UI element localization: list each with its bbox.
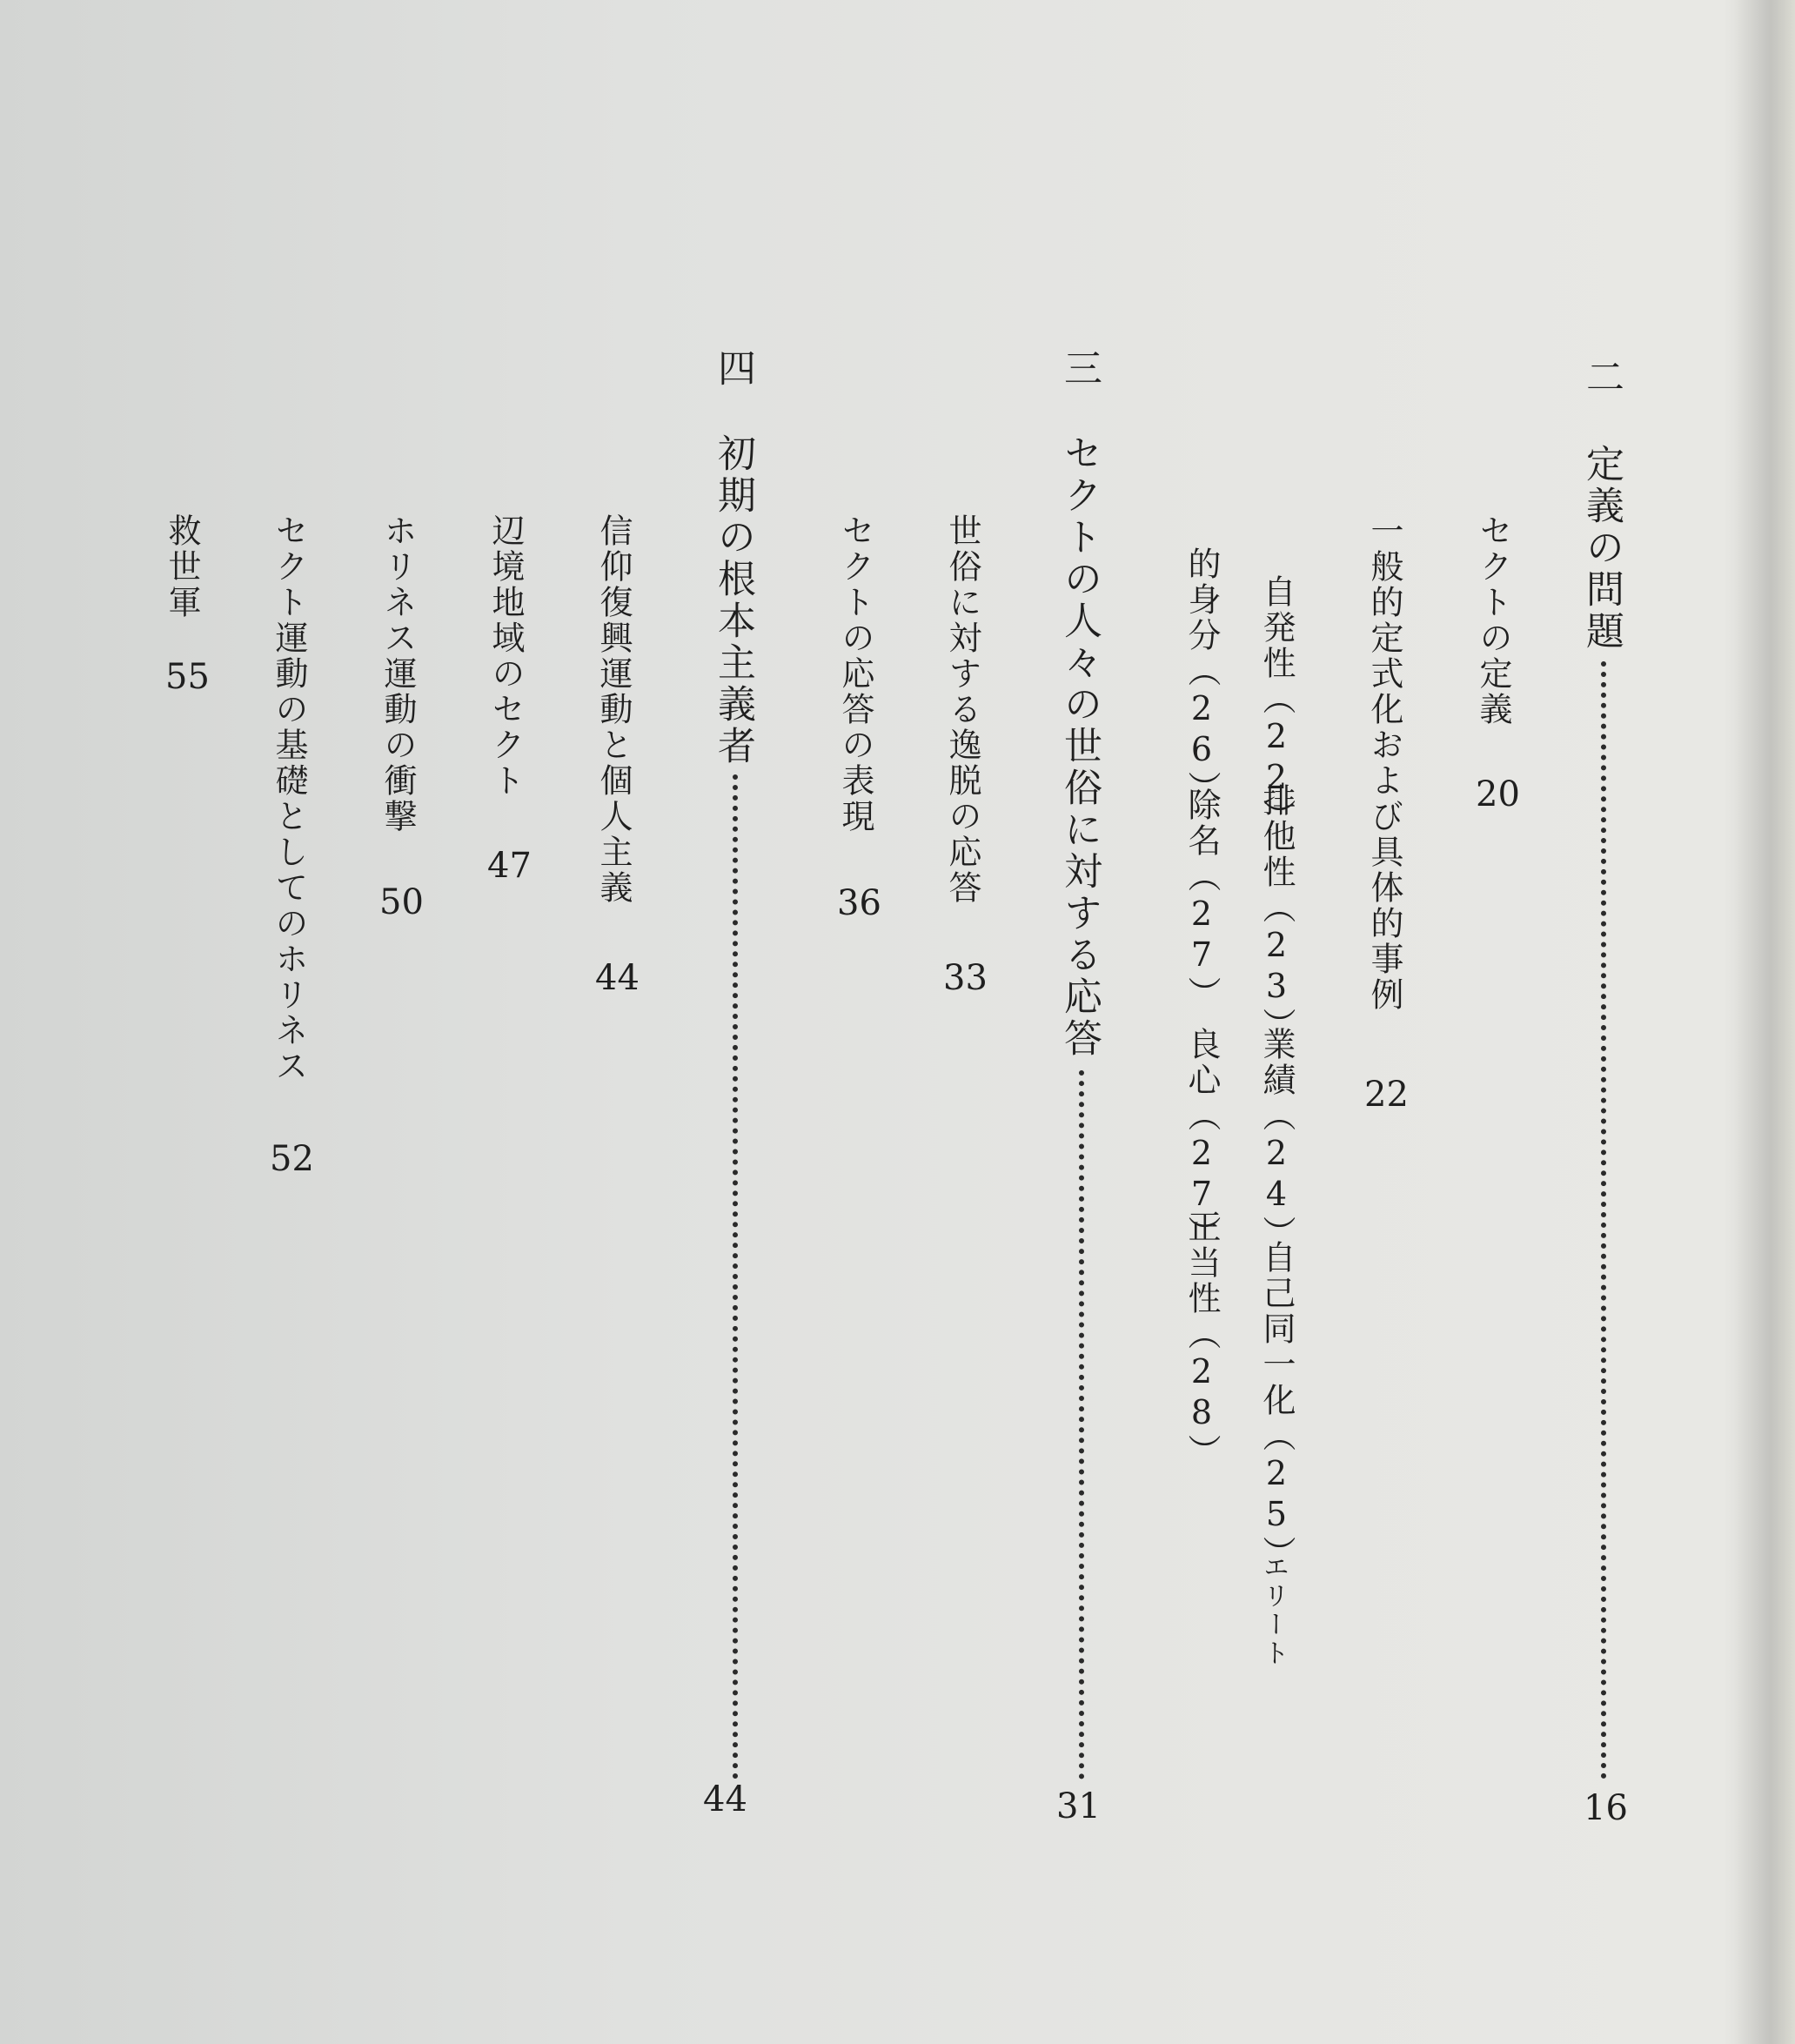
section-page-number: 33 (943, 958, 988, 998)
chapter-page-number: 44 (703, 1779, 747, 1819)
subtopic-item: エリート (1258, 1553, 1289, 1668)
chapter-number: 四 (711, 348, 755, 386)
subtopic-item: 良心（27） (1182, 1027, 1221, 1251)
page-gutter-shadow (1734, 0, 1795, 2044)
section-page-number: 50 (379, 882, 424, 922)
chapter-page-number: 16 (1584, 1788, 1628, 1828)
subtopic-item: 自己同一化（25） (1257, 1240, 1296, 1572)
section-title[interactable]: 信仰復興運動と個人主義 (594, 513, 633, 906)
section-title[interactable]: ホリネス運動の衝撃 (378, 513, 417, 834)
section-page-number: 36 (837, 883, 881, 923)
section-title[interactable]: セクトの定義 (1474, 513, 1512, 727)
section-page-number: 44 (595, 958, 640, 998)
chapter-title[interactable]: 初期の根本主義者 (711, 433, 755, 767)
section-page-number: 52 (270, 1139, 314, 1179)
subtopic-item: 排他性（23） (1257, 783, 1296, 1043)
section-title[interactable]: 一般的定式化および具体的事例 (1365, 513, 1403, 1013)
subtopic-item: 的身分（26） (1182, 546, 1221, 807)
chapter-title[interactable]: セクトの人々の世俗に対する応答 (1057, 433, 1102, 1060)
dot-leader (1079, 1070, 1084, 1779)
section-title[interactable]: 世俗に対する逸脱の応答 (943, 513, 981, 906)
chapter-number: 三 (1057, 348, 1102, 386)
subtopic-item: 正当性（28） (1182, 1210, 1221, 1470)
dot-leader (1601, 661, 1606, 1779)
section-page-number: 55 (165, 657, 210, 697)
section-page-number: 20 (1476, 774, 1520, 814)
section-title[interactable]: 辺境地域のセクト (486, 513, 525, 799)
chapter-page-number: 31 (1056, 1786, 1101, 1826)
subtopic-item: 業績（24） (1257, 1027, 1296, 1251)
dot-leader (733, 774, 738, 1779)
chapter-number: 二 (1579, 357, 1624, 395)
section-title[interactable]: セクトの応答の表現 (836, 513, 874, 834)
subtopic-item: 除名（27） (1182, 787, 1221, 1012)
section-title[interactable]: 救世軍 (163, 513, 201, 620)
section-page-number: 22 (1364, 1075, 1409, 1115)
section-title[interactable]: セクト運動の基礎としてのホリネス (270, 513, 308, 1084)
subtopic-item: 自発性（22） (1257, 574, 1296, 834)
section-page-number: 47 (487, 846, 532, 886)
chapter-title[interactable]: 定義の問題 (1579, 444, 1624, 653)
